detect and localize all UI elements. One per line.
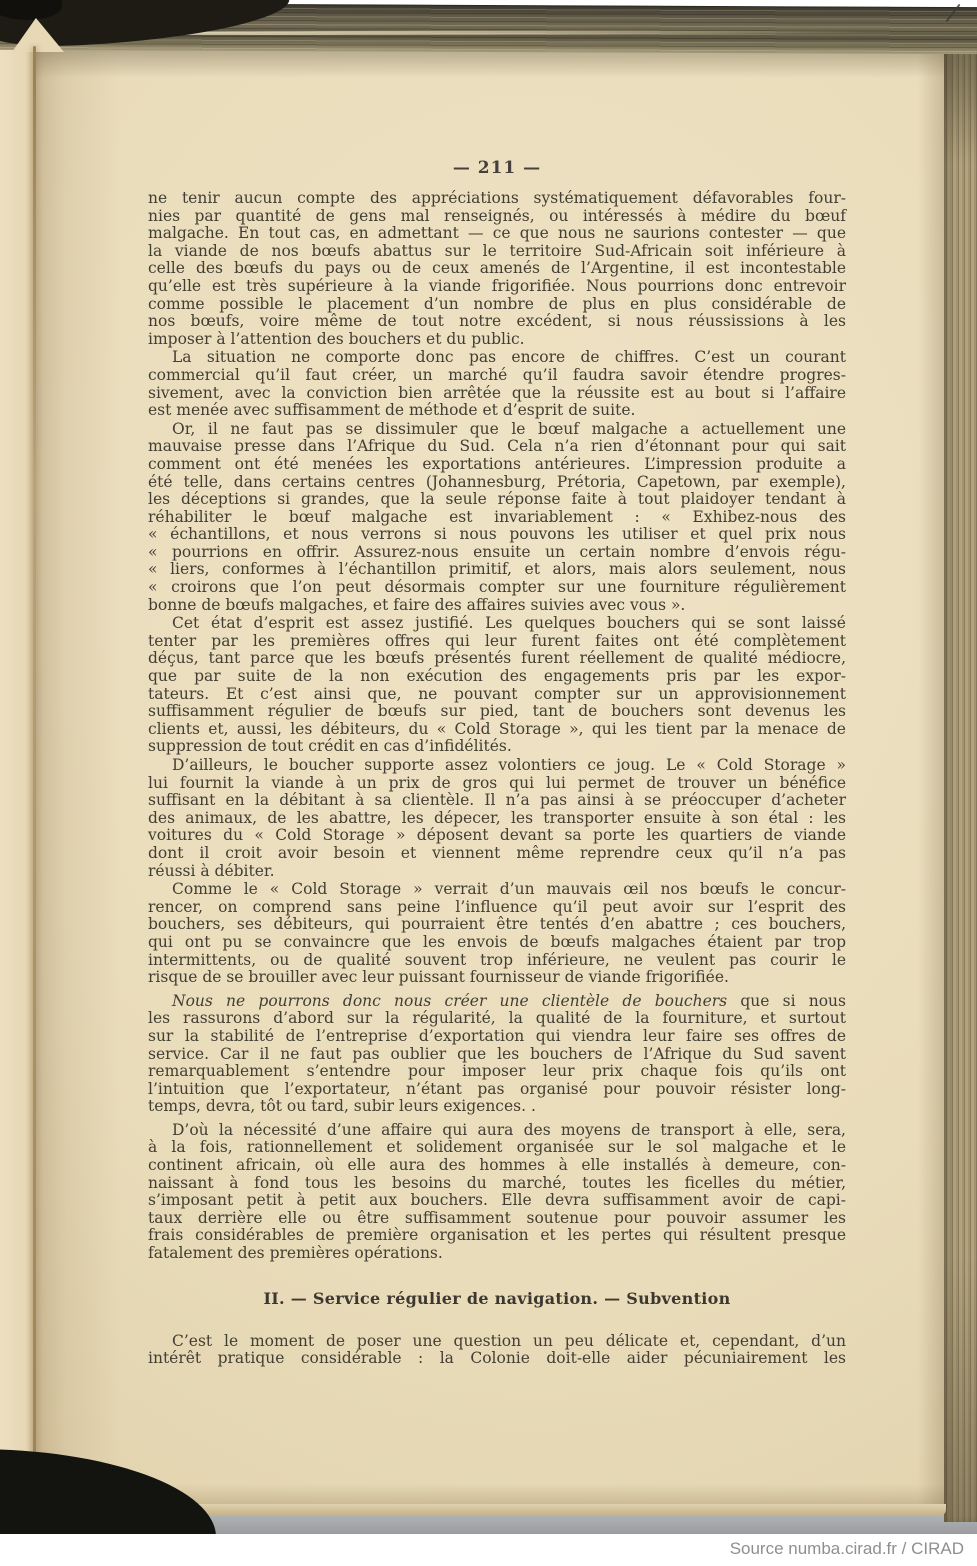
text-line: Nous ne pourrons donc nous créer une clientèle de bouchers que si nous [172, 991, 846, 1010]
text-line: sivement, avec la conviction bien arrêtée que la réussite est au bout si l’affaire [148, 383, 846, 402]
text-line: C’est le moment de poser une question un peu délicate et, cependant, d’un [172, 1331, 846, 1350]
paragraph [148, 757, 846, 880]
text-line: D’ailleurs, le boucher supporte assez volontiers ce joug. Le « Cold Storage » [172, 756, 846, 774]
text-line: bouchers, ses débiteurs, qui pourraient être tentés d’en abattre ; ces bouchers, [148, 915, 846, 934]
text-line: La situation ne comporte donc pas encore de chiffres. C’est un courant [172, 348, 846, 367]
paragraph [148, 615, 846, 756]
text-line: « échantillons, et nous verrons si nous pouvons les utiliser et quel prix nous [148, 525, 846, 544]
text-line: déçus, tant parce que les bœufs présentés furent réellement de qualité médiocre, [148, 649, 846, 668]
text-line: « liers, conformes à l’échantillon primitif, et alors, mais alors seulement, nous [148, 560, 846, 579]
paragraph [148, 349, 846, 419]
text-line: suppression de tout crédit en cas d’infidélités. [148, 737, 512, 756]
text-line: été telle, dans certains centres (Johannesburg, Prétoria, Capetown, par exemple), [148, 472, 846, 491]
gutter-crease [33, 46, 36, 1506]
text-line: suffisamment régulier de bœufs sur pied, tant de bouchers sont devenus les [148, 702, 846, 721]
text-line: temps, devra, tôt ou tard, subir leurs exigences. . [148, 1097, 536, 1116]
book-page [36, 48, 944, 1506]
text-line: les déceptions si grandes, que la seule réponse faite à tout plaidoyer tendant à [148, 490, 846, 509]
text-line: rencer, on comprend sans peine l’influence qu’il peut avoir sur l’esprit des [148, 897, 846, 916]
section-heading: II. — Service régulier de navigation. — Subvention [263, 1288, 731, 1308]
text-line: qu’elle est très supérieure à la viande frigorifiée. Nous pourrions donc entrevoir [148, 276, 846, 295]
text-line: imposer à l’attention des bouchers et du public. [148, 329, 525, 348]
text-line: dont il croit avoir besoin et viennent même reprendre ceux qu’il n’a pas [148, 843, 846, 862]
text-line: sur la stabilité de l’entreprise d’exportation qui viendra leur faire ses offres de [148, 1026, 846, 1045]
text-line: mauvaise presse dans l’Afrique du Sud. Cela n’a rien d’étonnant pour qui sait [148, 437, 846, 456]
text-line: comme possible le placement d’un nombre de plus en plus considérable de [148, 294, 846, 313]
text-line: commercial qu’il faut créer, un marché qu’il faudra savoir étendre progres- [148, 365, 846, 384]
text-line: nos bœufs, voire même de tout notre excédent, si nous réussissions à les [148, 312, 846, 331]
text-line: taux derrière elle ou être suffisamment soutenue pour pouvoir assumer les [148, 1208, 846, 1227]
text-line: fatalement des premières opérations. [148, 1244, 443, 1263]
paragraph [148, 1122, 846, 1263]
page-number: — 211 — [452, 158, 542, 178]
text-line: Comme le « Cold Storage » verrait d’un mauvais œil nos bœufs le concur- [172, 880, 846, 899]
text-line: Or, il ne faut pas se dissimuler que le bœuf malgache a actuellement une [172, 419, 846, 438]
left-page-edge [0, 20, 37, 1508]
text-line: réhabiliter le bœuf malgache est invariablement : « Exhibez-nous des [148, 507, 846, 526]
paragraph [148, 881, 846, 987]
text-line: frais considérables de première organisation et les pertes qui résultent presque [148, 1226, 846, 1245]
text-line: service. Car il ne faut pas oublier que les bouchers de l’Afrique du Sud savent [148, 1044, 846, 1063]
text-line: voitures du « Cold Storage » déposent devant sa porte les quartiers de viande [148, 826, 846, 845]
text-line: à la fois, rationnellement et solidement organisée sur le sol malgache et le [148, 1138, 846, 1157]
text-line: malgache. En tout cas, en admettant — ce que nous ne saurions contester — que [148, 224, 846, 243]
text-line: que par suite de la non exécution des engagements pris par les expor- [148, 667, 846, 686]
text-line: des animaux, de les abattre, les dépecer, les transporter ensuite à son étal : les [148, 808, 846, 827]
text-line: « croirons que l’on peut désormais compter sur une fourniture régulièrement [148, 578, 846, 597]
text-line: suffisant en la débitant à sa clientèle. Il n’a pas ainsi à se préoccuper d’acheter [148, 791, 846, 810]
text-line: remarquablement s’entendre pour imposer leur prix chaque fois qu’ils ont [148, 1062, 846, 1081]
text-line: celle des bœufs du pays ou de ceux amenés de l’Argentine, il est incontestable [148, 259, 846, 278]
text-line: tenter par les premières offres qui leur furent faites ont été complètement [148, 631, 846, 650]
text-line: intérêt pratique considérable : la Colonie doit-elle aider pécuniairement les [148, 1349, 846, 1368]
attribution-bar [0, 1534, 977, 1566]
paragraph [148, 1333, 846, 1368]
text-line: risque de se brouiller avec leur puissant fournisseur de viande frigorifiée. [148, 968, 729, 987]
text-line: « pourrions en offrir. Assurez-nous ensuite un certain nombre d’envois régu- [148, 542, 846, 561]
text-line: Cet état d’esprit est assez justifié. Les quelques bouchers qui se sont laissé [172, 614, 846, 633]
body-text-continued [148, 1333, 846, 1368]
text-line: comment ont été menées les exportations antérieures. L’impression produite a [148, 454, 846, 473]
page-text [148, 158, 846, 1368]
text-line: l’intuition que l’exportateur, n’étant pas organisé pour pouvoir résister long- [148, 1079, 846, 1098]
text-line: ne tenir aucun compte des appréciations systématiquement défavorables four- [148, 189, 846, 207]
text-line: les rassurons d’abord sur la régularité, la qualité de la fourniture, et surtout [148, 1009, 846, 1028]
paragraph [148, 421, 846, 615]
text-line: intermittents, ou de qualité souvent trop inférieure, ne veulent pas courir le [148, 950, 846, 969]
text-line: nies par quantité de gens mal renseignés, ou intéressés à médire du bœuf [148, 206, 846, 225]
paragraph [148, 190, 846, 348]
text-line: tateurs. Et c’est ainsi que, ne pouvant compter sur un approvisionnement [148, 684, 846, 703]
text-line: réussi à débiter. [148, 861, 275, 880]
text-line: bonne de bœufs malgaches, et faire des affaires suivies avec vous ». [148, 595, 686, 614]
page-fore-edge [944, 34, 977, 1522]
text-line: est menée avec suffisamment de méthode et d’esprit de suite. [148, 401, 636, 420]
paragraph [148, 993, 846, 1116]
text-line: qui ont pu se convaincre que les envois de bœufs malgaches étaient par trop [148, 932, 846, 951]
text-line: naissant à fond tous les besoins du marché, toutes les ficelles du métier, [148, 1173, 846, 1192]
text-line: s’imposant petit à petit aux bouchers. Elle devra suffisamment avoir de capi- [148, 1191, 846, 1210]
text-line: clients et, aussi, les débiteurs, du « Cold Storage », qui les tient par la menace de [148, 719, 846, 738]
text-line: continent africain, où elle aura des hommes à elle installés à demeure, con- [148, 1156, 846, 1175]
body-text [148, 190, 846, 1263]
text-line: D’où la nécessité d’une affaire qui aura des moyens de transport à elle, sera, [172, 1120, 846, 1139]
attribution-text: Source numba.cirad.fr / CIRAD [729, 1539, 964, 1558]
text-line: lui fournit la viande à un prix de gros qui lui permet de trouver un bénéfice [148, 773, 846, 792]
text-line: la viande de nos bœufs abattus sur le territoire Sud-Africain soit inférieure à [148, 241, 846, 260]
